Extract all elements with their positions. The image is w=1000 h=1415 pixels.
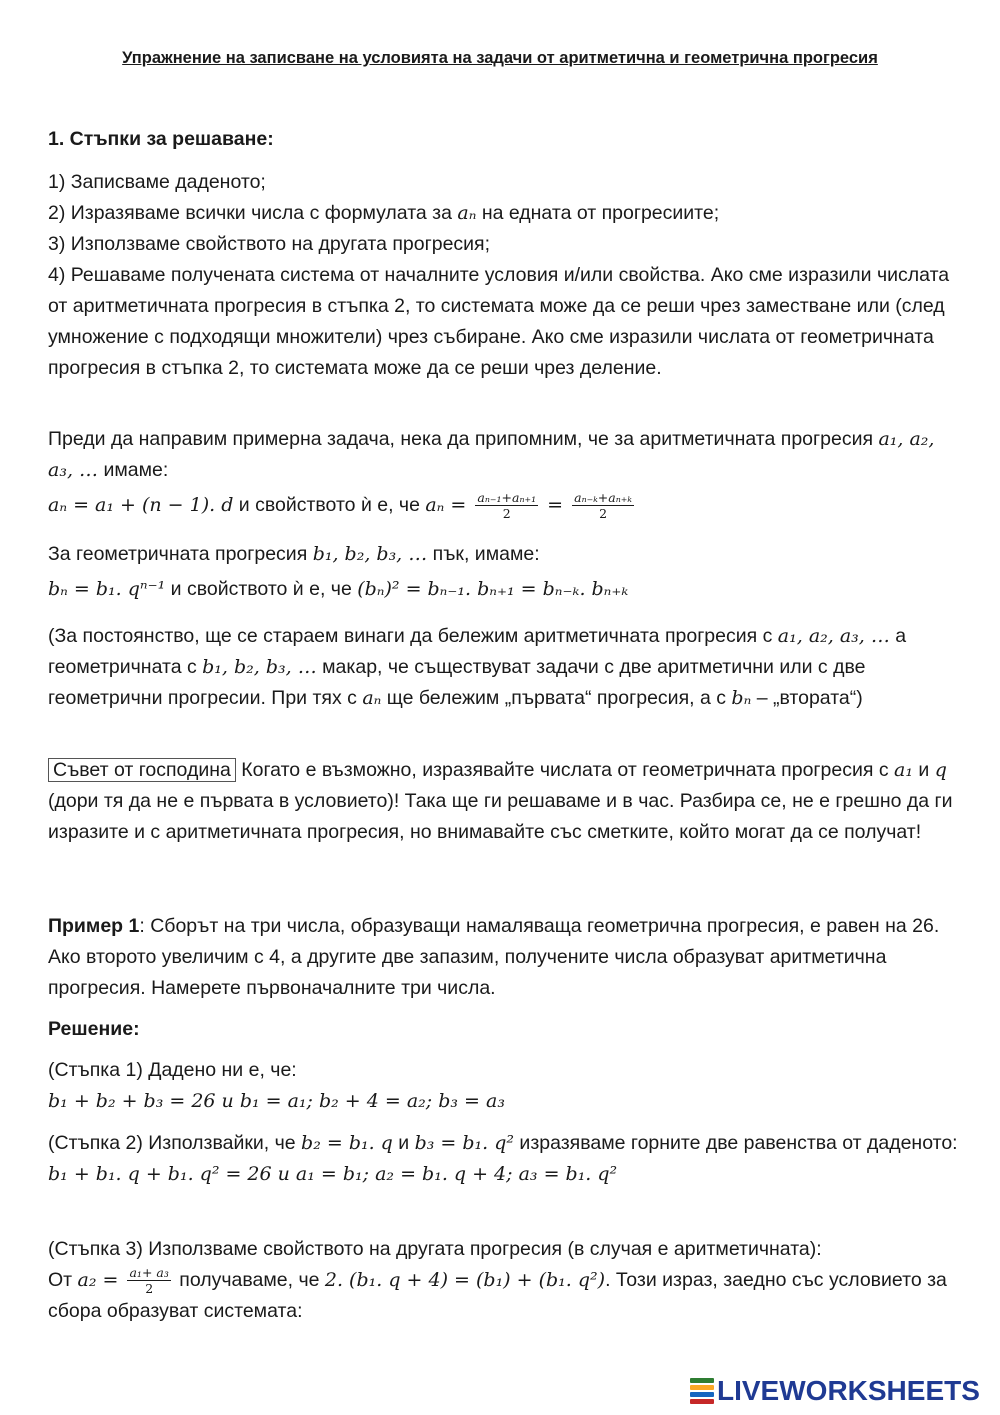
step3-fraction: $\frac{\text{a₁+ a₃}}{2}$ [129, 1265, 169, 1297]
example-label: Пример 1 [48, 915, 140, 937]
step2-text: (Стъпка 2) Използвайки, че b₂ = b₁. q и b₃ = b₁. q² изразяваме горните две равенства от даденото: [48, 1132, 958, 1154]
arith-fraction-2: $\frac{\text{aₙ₋ₖ+aₙ₊ₖ}}{2}$ [574, 490, 632, 522]
step1-math: b₁ + b₂ + b₃ = 26 и b₁ = a₁; b₂ + 4 = a₂; b₃ = a₃ [48, 1090, 505, 1112]
recall-intro: Преди да направим примерна задача, нека да припомним, че за аритметичната прогресия a₁, a₂, a₃, … имаме: [48, 428, 935, 481]
advice-paragraph: Съвет от господина Когато е възможно, изразявайте числата от геометричната прогресия с a₁ и q (дори тя да не е първата в условието)! Така ще ги решаваме и в час. Разбира се, не е грешно да ги изразите и с аритметичната прогресия, но внимавайте със сметките, който могат да се получат! [48, 759, 953, 843]
step1-block [48, 1055, 958, 1117]
steps-list [48, 167, 958, 384]
step-2: 2) Изразяваме всички числа с формулата за aₙ на едната от прогресиите; [48, 202, 720, 224]
steps-section [48, 124, 958, 155]
solution-heading-block [48, 1014, 958, 1045]
recall-section [48, 424, 958, 521]
brand-name: LIVEWORKSHEETS [717, 1375, 980, 1406]
page-title: Упражнение на записване на условията на задачи от аритметична и геометрична прогресия [122, 49, 878, 67]
step3-derivation: От a₂ = $\frac{\text{a₁+ a₃}}{2}$ получаваме, че 2. (b₁. q + 4) = (b₁) + (b₁. q²). Този израз, заедно със условието за сбора образуват системата: [48, 1265, 947, 1323]
geo-section [48, 539, 958, 605]
geo-formula-line: bₙ = b₁. qⁿ⁻¹ и свойството ѝ е, че (bₙ)² = bₙ₋₁. bₙ₊₁ = bₙ₋ₖ. bₙ₊ₖ [48, 578, 629, 600]
example-paragraph: Пример 1: Сборът на три числа, образуващи намаляваща геометрична прогресия, е равен на 26. Ако второто увеличим с 4, а другите две запазим, получените числа образуват аритметична прогресия. Намерете първоначалните три числа. [48, 915, 940, 999]
step3-block [48, 1234, 958, 1327]
step2-block [48, 1128, 958, 1190]
step1-text: (Стъпка 1) Дадено ни е, че: [48, 1059, 297, 1081]
arith-formula-line: aₙ = a₁ + (n − 1). d и свойството ѝ е, че aₙ = $\frac{\text{aₙ₋₁+aₙ₊₁}}{2}$ = $\frac{\text{aₙ₋ₖ+aₙ₊ₖ}}{2}$ [48, 490, 632, 522]
liveworksheets-logo [690, 1376, 980, 1406]
step-3: 3) Използваме свойството на другата прогресия; [48, 233, 491, 255]
geo-intro: За геометричната прогресия b₁, b₂, b₃, … пък, имаме: [48, 543, 540, 565]
step2-math: b₁ + b₁. q + b₁. q² = 26 и a₁ = b₁; a₂ = b₁. q + 4; a₃ = b₁. q² [48, 1163, 618, 1185]
step-1: 1) Записваме даденото; [48, 171, 266, 193]
note-paragraph: (За постоянство, ще се стараем винаги да бележим аритметичната прогресия с a₁, a₂, a₃, … а геометричната с b₁, b₂, b₃, … макар, че съществуват задачи с две аритметични или с две геометрични прогресии. При тях с aₙ ще бележим „първата“ прогресия, а с bₙ – „втората“) [48, 625, 907, 709]
advice-box: Съвет от господина [48, 758, 236, 782]
liveworksheets-icon [690, 1378, 714, 1404]
step3-text: (Стъпка 3) Използваме свойството на другата прогресия (в случая е аритметичната): [48, 1238, 822, 1260]
arith-fraction-1: $\frac{\text{aₙ₋₁+aₙ₊₁}}{2}$ [477, 490, 537, 522]
solution-heading: Решение: [48, 1018, 140, 1040]
step-4: 4) Решаваме получената система от началните условия и/или свойства. Ако сме изразили числата от аритметичната прогресия в стъпка 2, то системата може да се реши чрез заместване или (след умножение с подходящи множители) чрез събиране. Ако сме изразили числата от геометричната прогресия в стъпка 2, то системата може да се реши чрез деление. [48, 264, 950, 379]
steps-heading: 1. Стъпки за решаване: [48, 128, 274, 150]
